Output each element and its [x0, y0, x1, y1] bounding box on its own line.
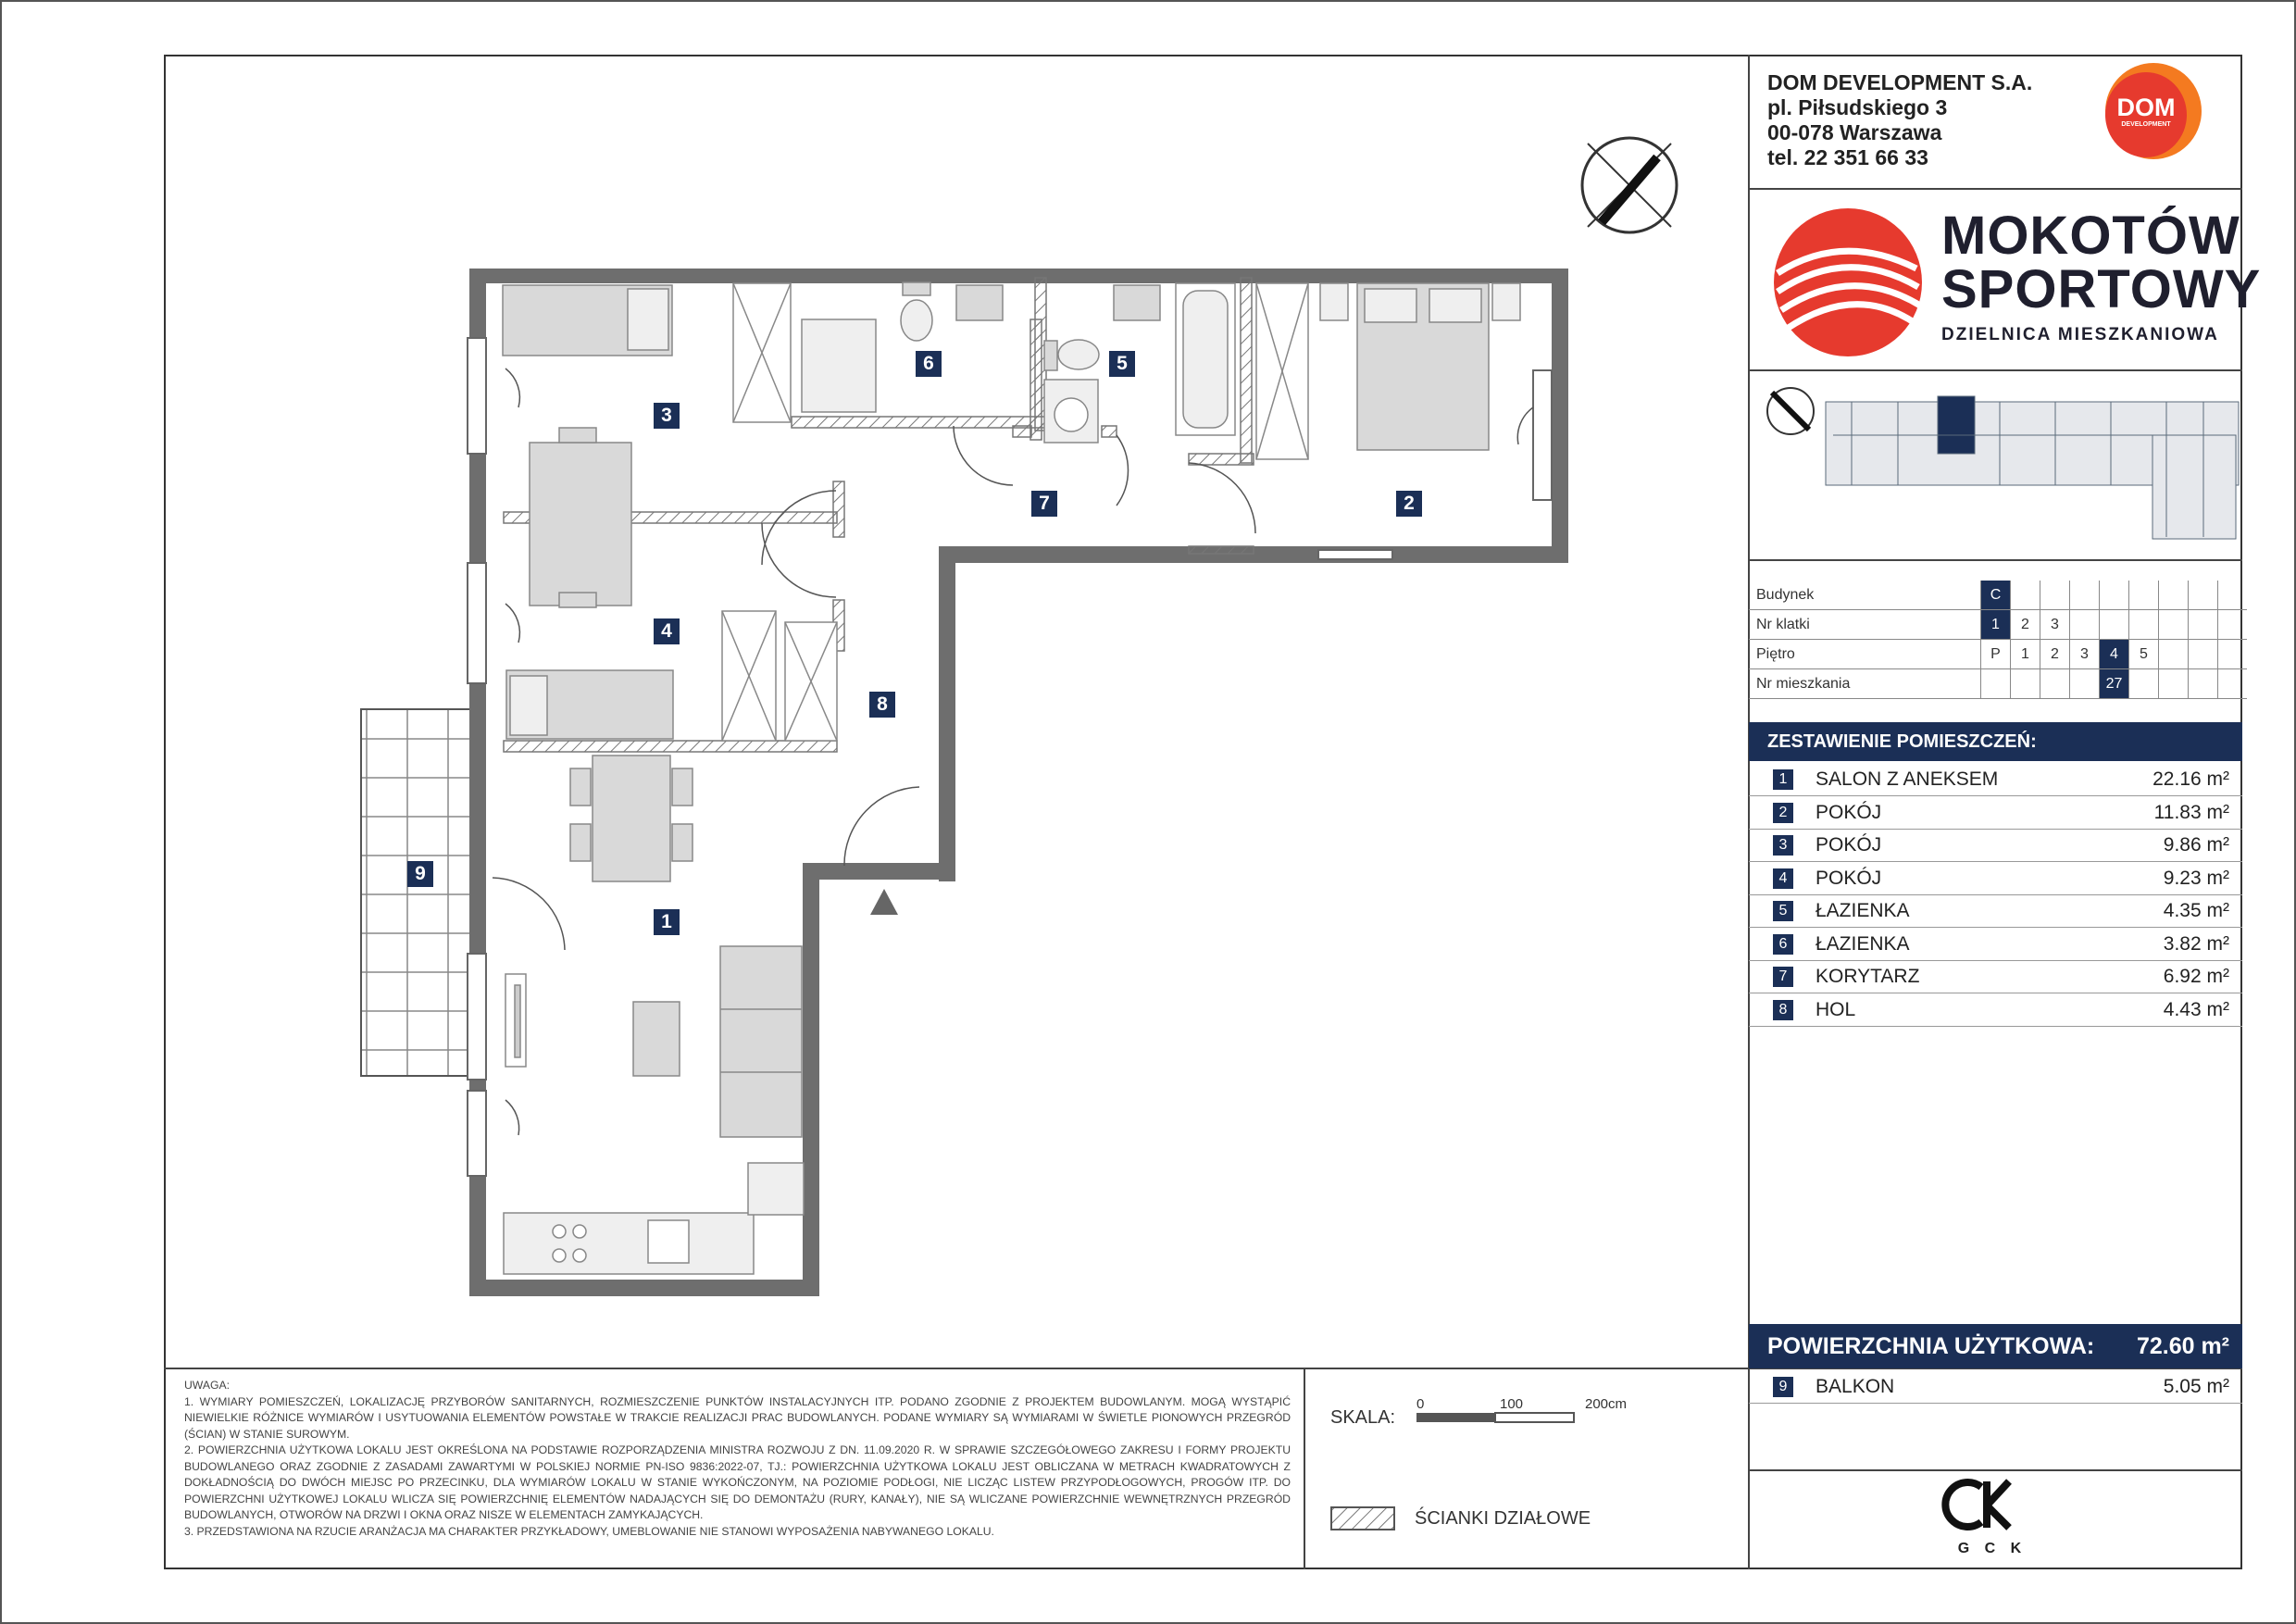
room-name: ŁAZIENKA	[1816, 900, 1910, 921]
info-cell: 5	[2129, 640, 2159, 669]
room-row	[1749, 796, 2242, 830]
furniture	[503, 282, 1520, 1274]
info-cell: 3	[2070, 640, 2100, 669]
note-item: 3. PRZEDSTAWIONA NA RZUCIE ARANŻACJA MA CHARAKTER PRZYKŁADOWY, UMEBLOWANIE NIE STANOWI WYPOSAŻENIA NABYWANEGO LOKALU.	[184, 1524, 994, 1538]
balcony-name: BALKON	[1816, 1376, 1895, 1397]
gck-text: G C K	[1957, 1541, 2028, 1556]
info-row-label: Piętro	[1749, 640, 1981, 669]
balcony-row	[1749, 1370, 2242, 1404]
room-name: POKÓJ	[1816, 834, 1882, 856]
info-cell	[2159, 640, 2189, 669]
project-title-line1: MOKOTÓW	[1941, 206, 2240, 266]
total-label: POWIERZCHNIA UŻYTKOWA:	[1767, 1333, 2095, 1359]
scale-bar	[1416, 1413, 1574, 1422]
note-item: 2. POWIERZCHNIA UŻYTKOWA LOKALU JEST OKREŚLONA NA PODSTAWIE ROZPORZĄDZENIA MINISTRA ROZWOJU Z DN. 11.09.2020 R. W SPRAWIE SZCZEGÓŁOWEGO ZAKRESU I FORMY PROJEKTU BUDOWLANEGO ORAZ ZGODNIE Z ZASADAMI ZAWARTYMI W POLSKIEJ NORMIE PN-ISO 9836:2022-07, TJ.: POWIERZCHNIA UŻYTKOWA LOKALU JEST OBLICZANA W METRACH KWADRATOWYCH Z DOKŁADNOŚCIĄ DO DWÓCH MIEJSC PO PRZECINKU, DLA WYMIARÓW LOKALU W STANIE WYKOŃCZONYM, NA POZIOMIE PODŁOGI, NIE LICZĄC LISTEW PRZYPODŁOGOWYCH, PROGÓW ITP. DO POWIERZCHNI UŻYTKOWEJ LOKALU WLICZA SIĘ POWIERZCHNIĘ ELEMENTÓW NADAJĄCYCH SIĘ DO DEMONTAŻU (RURY, KANAŁY), NIE SĄ WLICZANE POWIERZCHNIE WEWNĘTRZNYCH PRZEGRÓD BUDOWLANYCH, OTWORÓW NA DRZWI I OKNA ORAZ NISZE W ELEMENTACH ZAMYKAJĄCYCH.	[184, 1443, 1291, 1521]
plan-label-4: 4	[654, 618, 680, 644]
room-num: 5	[1773, 901, 1793, 921]
company-info	[1767, 70, 2032, 170]
room-num: 2	[1773, 803, 1793, 823]
mokotow-logo-icon	[1774, 208, 1922, 356]
legend-hatch	[1331, 1507, 1394, 1530]
info-row-label: Budynek	[1749, 581, 1981, 610]
info-cell	[2129, 669, 2159, 699]
room-area: 22.16 m²	[2152, 768, 2229, 790]
plan-label-9: 9	[407, 861, 433, 887]
dom-logo-sub: DEVELOPMENT	[2121, 121, 2171, 128]
notes	[184, 1378, 1291, 1540]
info-cell: P	[1981, 640, 2011, 669]
info-cell	[2159, 610, 2189, 640]
notes-title: UWAGA:	[184, 1379, 230, 1392]
info-cell	[2070, 669, 2100, 699]
room-name: SALON Z ANEKSEM	[1816, 768, 1999, 790]
plan-label-6: 6	[916, 351, 942, 377]
balcony-area: 5.05 m²	[2163, 1376, 2229, 1397]
room-area: 4.35 m²	[2163, 900, 2229, 921]
info-cell	[2070, 581, 2100, 610]
plan-label-1: 1	[654, 909, 680, 935]
info-row	[1749, 640, 2247, 669]
room-area: 4.43 m²	[2163, 998, 2229, 1020]
project-subtitle: DZIELNICA MIESZKANIOWA	[1941, 325, 2219, 344]
scale-label: SKALA:	[1330, 1407, 1396, 1428]
info-cell: 1	[1981, 610, 2011, 640]
info-cell: 1	[2011, 640, 2040, 669]
company-name: DOM DEVELOPMENT S.A.	[1767, 70, 2033, 94]
total-area-bar	[1749, 1324, 2242, 1368]
company-phone: tel. 22 351 66 33	[1767, 145, 1928, 169]
room-num: 3	[1773, 835, 1793, 856]
info-cell	[2189, 669, 2218, 699]
room-num: 6	[1773, 934, 1793, 955]
note-item: 1. WYMIARY POMIESZCZEŃ, LOKALIZACJĘ PRZYBORÓW SANITARNYCH, ROZMIESZCZENIE PUNKTÓW INSTALACYJNYCH ITP. PODANO ZGODNIE Z PROJEKTEM BUDOWLANYM. MOGĄ WYSTĄPIĆ NIEWIELKIE RÓŻNICE WYMIARÓW I USYTUOWANIA ELEMENTÓW POWSTAŁE W TRAKCIE REALIZACJI PRAC BUDOWLANYCH. PODANE WYMIARY SĄ WYMIARAMI W ŚWIETLE PIONOWYCH PRZEGRÓD (ŚCIAN) W STANIE SUROWYM.	[184, 1394, 1291, 1441]
room-row	[1749, 763, 2242, 796]
company-address2: 00-078 Warszawa	[1767, 120, 1942, 144]
scale-tick-100: 100	[1500, 1396, 1524, 1412]
info-cell: 4	[2100, 640, 2129, 669]
info-cell	[2070, 610, 2100, 640]
info-cell	[1981, 669, 2011, 699]
room-row	[1749, 829, 2242, 862]
info-cell	[2129, 581, 2159, 610]
room-row	[1749, 993, 2242, 1027]
room-area: 6.92 m²	[2163, 966, 2229, 987]
info-cell	[2189, 640, 2218, 669]
total-value: 72.60 m²	[2136, 1333, 2229, 1359]
room-name: KORYTARZ	[1816, 966, 1920, 987]
room-area: 9.23 m²	[2163, 867, 2229, 889]
info-cell	[2159, 669, 2189, 699]
info-row-label: Nr klatki	[1749, 610, 1981, 640]
rooms-header: ZESTAWIENIE POMIESZCZEŃ:	[1749, 722, 2242, 761]
room-num: 8	[1773, 1000, 1793, 1020]
info-cell: 2	[2011, 610, 2040, 640]
info-cell	[2218, 669, 2248, 699]
room-num: 7	[1773, 967, 1793, 987]
project-title-line2: SPORTOWY	[1941, 259, 2262, 319]
room-row	[1749, 894, 2242, 928]
project-title	[1941, 206, 2262, 319]
compass-icon	[1582, 138, 1677, 232]
info-cell	[2218, 640, 2248, 669]
entrance-arrow	[870, 889, 898, 915]
info-cell	[2011, 669, 2040, 699]
info-cell	[2040, 669, 2070, 699]
room-name: POKÓJ	[1816, 867, 1882, 889]
info-cell: 27	[2100, 669, 2129, 699]
plan-label-5: 5	[1109, 351, 1135, 377]
info-cell	[2218, 581, 2248, 610]
scale-tick-200: 200cm	[1585, 1396, 1628, 1412]
info-row	[1749, 669, 2247, 699]
info-row	[1749, 581, 2247, 610]
legend-label: ŚCIANKI DZIAŁOWE	[1415, 1508, 1591, 1529]
info-cell	[2011, 581, 2040, 610]
plan-label-7: 7	[1031, 491, 1057, 517]
info-cell	[2218, 610, 2248, 640]
plan-label-3: 3	[654, 403, 680, 429]
company-address1: pl. Piłsudskiego 3	[1767, 95, 1948, 119]
plan-label-8: 8	[869, 692, 895, 718]
info-cell	[2189, 581, 2218, 610]
scale-tick-0: 0	[1416, 1396, 1425, 1412]
balcony-num: 9	[1773, 1377, 1793, 1397]
info-row-label: Nr mieszkania	[1749, 669, 1981, 699]
room-area: 3.82 m²	[2163, 932, 2229, 955]
room-area: 9.86 m²	[2163, 834, 2229, 856]
info-cell: C	[1981, 581, 2011, 610]
room-num: 1	[1773, 769, 1793, 790]
room-name: HOL	[1816, 998, 1856, 1020]
room-name: ŁAZIENKA	[1816, 932, 1910, 955]
info-cell	[2040, 581, 2070, 610]
info-cell	[2100, 610, 2129, 640]
location-table	[1749, 581, 2247, 699]
room-row	[1749, 862, 2242, 895]
info-cell: 3	[2040, 610, 2070, 640]
room-name: POKÓJ	[1816, 801, 1882, 823]
info-row	[1749, 610, 2247, 640]
balcony-area	[361, 709, 470, 1076]
room-row	[1749, 928, 2242, 961]
room-area: 11.83 m²	[2153, 801, 2229, 823]
dom-logo-text: DOM	[2116, 94, 2176, 121]
info-cell: 2	[2040, 640, 2070, 669]
site-map	[1826, 396, 2239, 539]
plan-label-2: 2	[1396, 491, 1422, 517]
info-cell	[2159, 581, 2189, 610]
info-cell	[2189, 610, 2218, 640]
gck-logo-icon	[1945, 1481, 2009, 1528]
info-cell	[2100, 581, 2129, 610]
info-cell	[2129, 610, 2159, 640]
room-row	[1749, 960, 2242, 993]
mini-compass-icon	[1767, 388, 1814, 434]
room-num: 4	[1773, 868, 1793, 889]
